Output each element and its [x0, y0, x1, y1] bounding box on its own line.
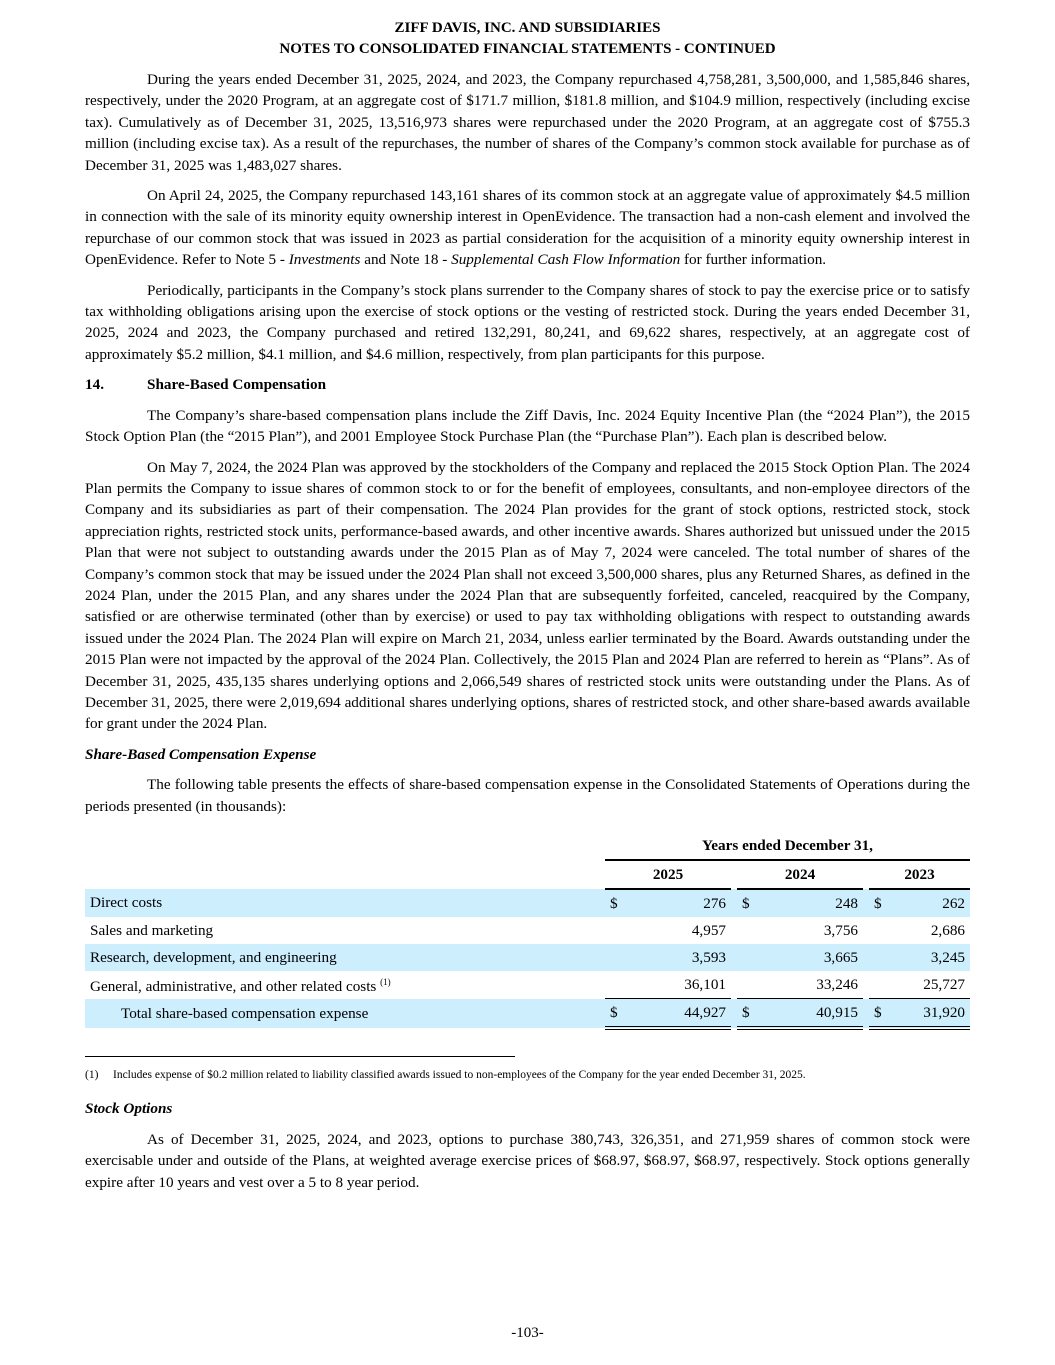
table-row: Direct costs $ 276 $ 248 $ 262	[85, 889, 970, 917]
paragraph-openevidence: On April 24, 2025, the Company repurchased 143,161 shares of its common stock at an aggregate value of approximately $4.5 million in connection with the sale of its minority equity ownership interest in OpenEvidence. The transaction had a non-cash element and involved the repurchase of our common stock that was issued in 2023 as partial consideration for the acquisition of a minority equity ownership interest in OpenEvidence. Refer to Note 5 - Investments and Note 18 - Supplemental Cash Flow Information for further information.	[85, 187, 970, 269]
paragraph-stock-options: As of December 31, 2025, 2024, and 2023, options to purchase 380,743, 326,351, and 271,959 shares of common stock were exercisable under and outside of the Plans, at weighted average exercise prices of $68.97, $68.97, $68.97, respectively. Stock options generally expire after 10 years and vest over a 5 to 8 year period.	[85, 1130, 970, 1191]
group-header: Years ended December 31,	[605, 833, 970, 860]
paragraph-table-intro: The following table presents the effects of share-based compensation expense in the Consolidated Statements of Operations during the periods presented (in thousands):	[85, 776, 970, 815]
page-header: ZIFF DAVIS, INC. AND SUBSIDIARIES NOTES TO CONSOLIDATED FINANCIAL STATEMENTS - CONTINUED	[279, 20, 776, 57]
table-row: Research, development, and engineering 3,593 3,665 3,245	[85, 944, 970, 971]
table-row: Sales and marketing 4,957 3,756 2,686	[90, 921, 965, 939]
col-header: 2023	[869, 860, 970, 889]
paragraph-plans: The Company’s share-based compensation plans include the Ziff Davis, Inc. 2024 Equity Incentive Plan (the “2024 Plan”), the 2015 Stock Option Plan (the “2015 Plan”), and 2001 Employee Stock Purchase Plan (the “Purchase Plan”). Each plan is described below.	[85, 406, 970, 446]
table-row-total: Total share-based compensation expense $ 44,927 $ 40,915 $ 31,920	[85, 999, 970, 1029]
paragraph-2024-plan: On May 7, 2024, the 2024 Plan was approved by the stockholders of the Company and replaced the 2015 Stock Option Plan. The 2024 Plan permits the Company to issue shares of common stock to or for the benefit of employees, consultants, and non-employee directors of the Company and its subsidiaries as part of their compensation. The 2024 Plan provides for the grant of stock options, restricted stock, stock appreciation rights, restricted stock units, performance-based awards, and other incentive awards. Shares authorized but unissued under the 2015 Plan that were not subject to outstanding awards under the 2015 Plan as of May 7, 2024 were canceled. The total number of shares of the Company’s common stock that may be issued under the 2024 Plan shall not exceed 3,500,000 shares, plus any Returned Shares, as defined in the 2024 Plan, under the 2015 Plan, and any shares under the 2024 Plan that are subsequently forfeited, canceled, reacquired by the Company, satisfied or are otherwise terminated (other than by exercise) or used to pay tax withholding obligations with respect to outstanding awards issued under the 2024 Plan. The 2024 Plan will expire on March 21, 2034, unless earlier terminated by the Board. Awards outstanding under the 2015 Plan were not impacted by the approval of the 2024 Plan. Collectively, the 2015 Plan and 2024 Plan are referred to herein as “Plans”. As of December 31, 2025, 435,135 shares underlying options and 2,066,549 shares of restricted stock units were outstanding under the Plans. As of December 31, 2025, there were 2,019,694 additional shares underlying options, shares of restricted stock, and other share-based awards available for grant under the 2024 Plan.	[85, 458, 970, 733]
col-header: 2024	[737, 860, 863, 889]
paragraph-surrender: Periodically, participants in the Company’s stock plans surrender to the Company shares of stock to pay the exercise price or to satisfy tax withholding obligations arising upon the exercise of stock options or the vesting of restricted stock. During the years ended December 31, 2025, 2024 and 2023, the Company purchased and retired 132,291, 80,241, and 69,622 shares, respectively, at an aggregate cost of approximately $5.2 million, $4.1 million, and $4.6 million, respectively, from plan participants for this purpose.	[85, 281, 970, 363]
compensation-table	[85, 833, 970, 1030]
page-number: -103-	[511, 1325, 544, 1341]
section-heading: 14. Share-Based Compensation	[85, 376, 327, 394]
footnote-divider	[85, 1056, 515, 1057]
subheading-expense: Share-Based Compensation Expense	[85, 745, 317, 763]
subheading-stock-options: Stock Options	[85, 1100, 173, 1118]
table-row: General, administrative, and other related costs $^{(1)}$ 36,101 33,246 25,727	[85, 971, 970, 999]
col-header: 2025	[605, 860, 731, 889]
footnote: (1) Includes expense of $0.2 million related to liability classified awards issued to non-employees of the Company for the year ended December 31, 2025.	[85, 1069, 806, 1081]
paragraph-repurchases: During the years ended December 31, 2025, 2024, and 2023, the Company repurchased 4,758,281, 3,500,000, and 1,585,846 shares, respectively, under the 2020 Program, at an aggregate cost of $171.7 million, $181.8 million, and $104.9 million, respectively (including excise tax). Cumulatively as of December 31, 2025, 13,516,973 shares were repurchased under the 2020 Program, at an aggregate cost of $755.3 million (including excise tax). As a result of the repurchases, the number of shares of the Company’s common stock available for purchase as of December 31, 2025 was 1,483,027 shares.	[85, 71, 970, 174]
